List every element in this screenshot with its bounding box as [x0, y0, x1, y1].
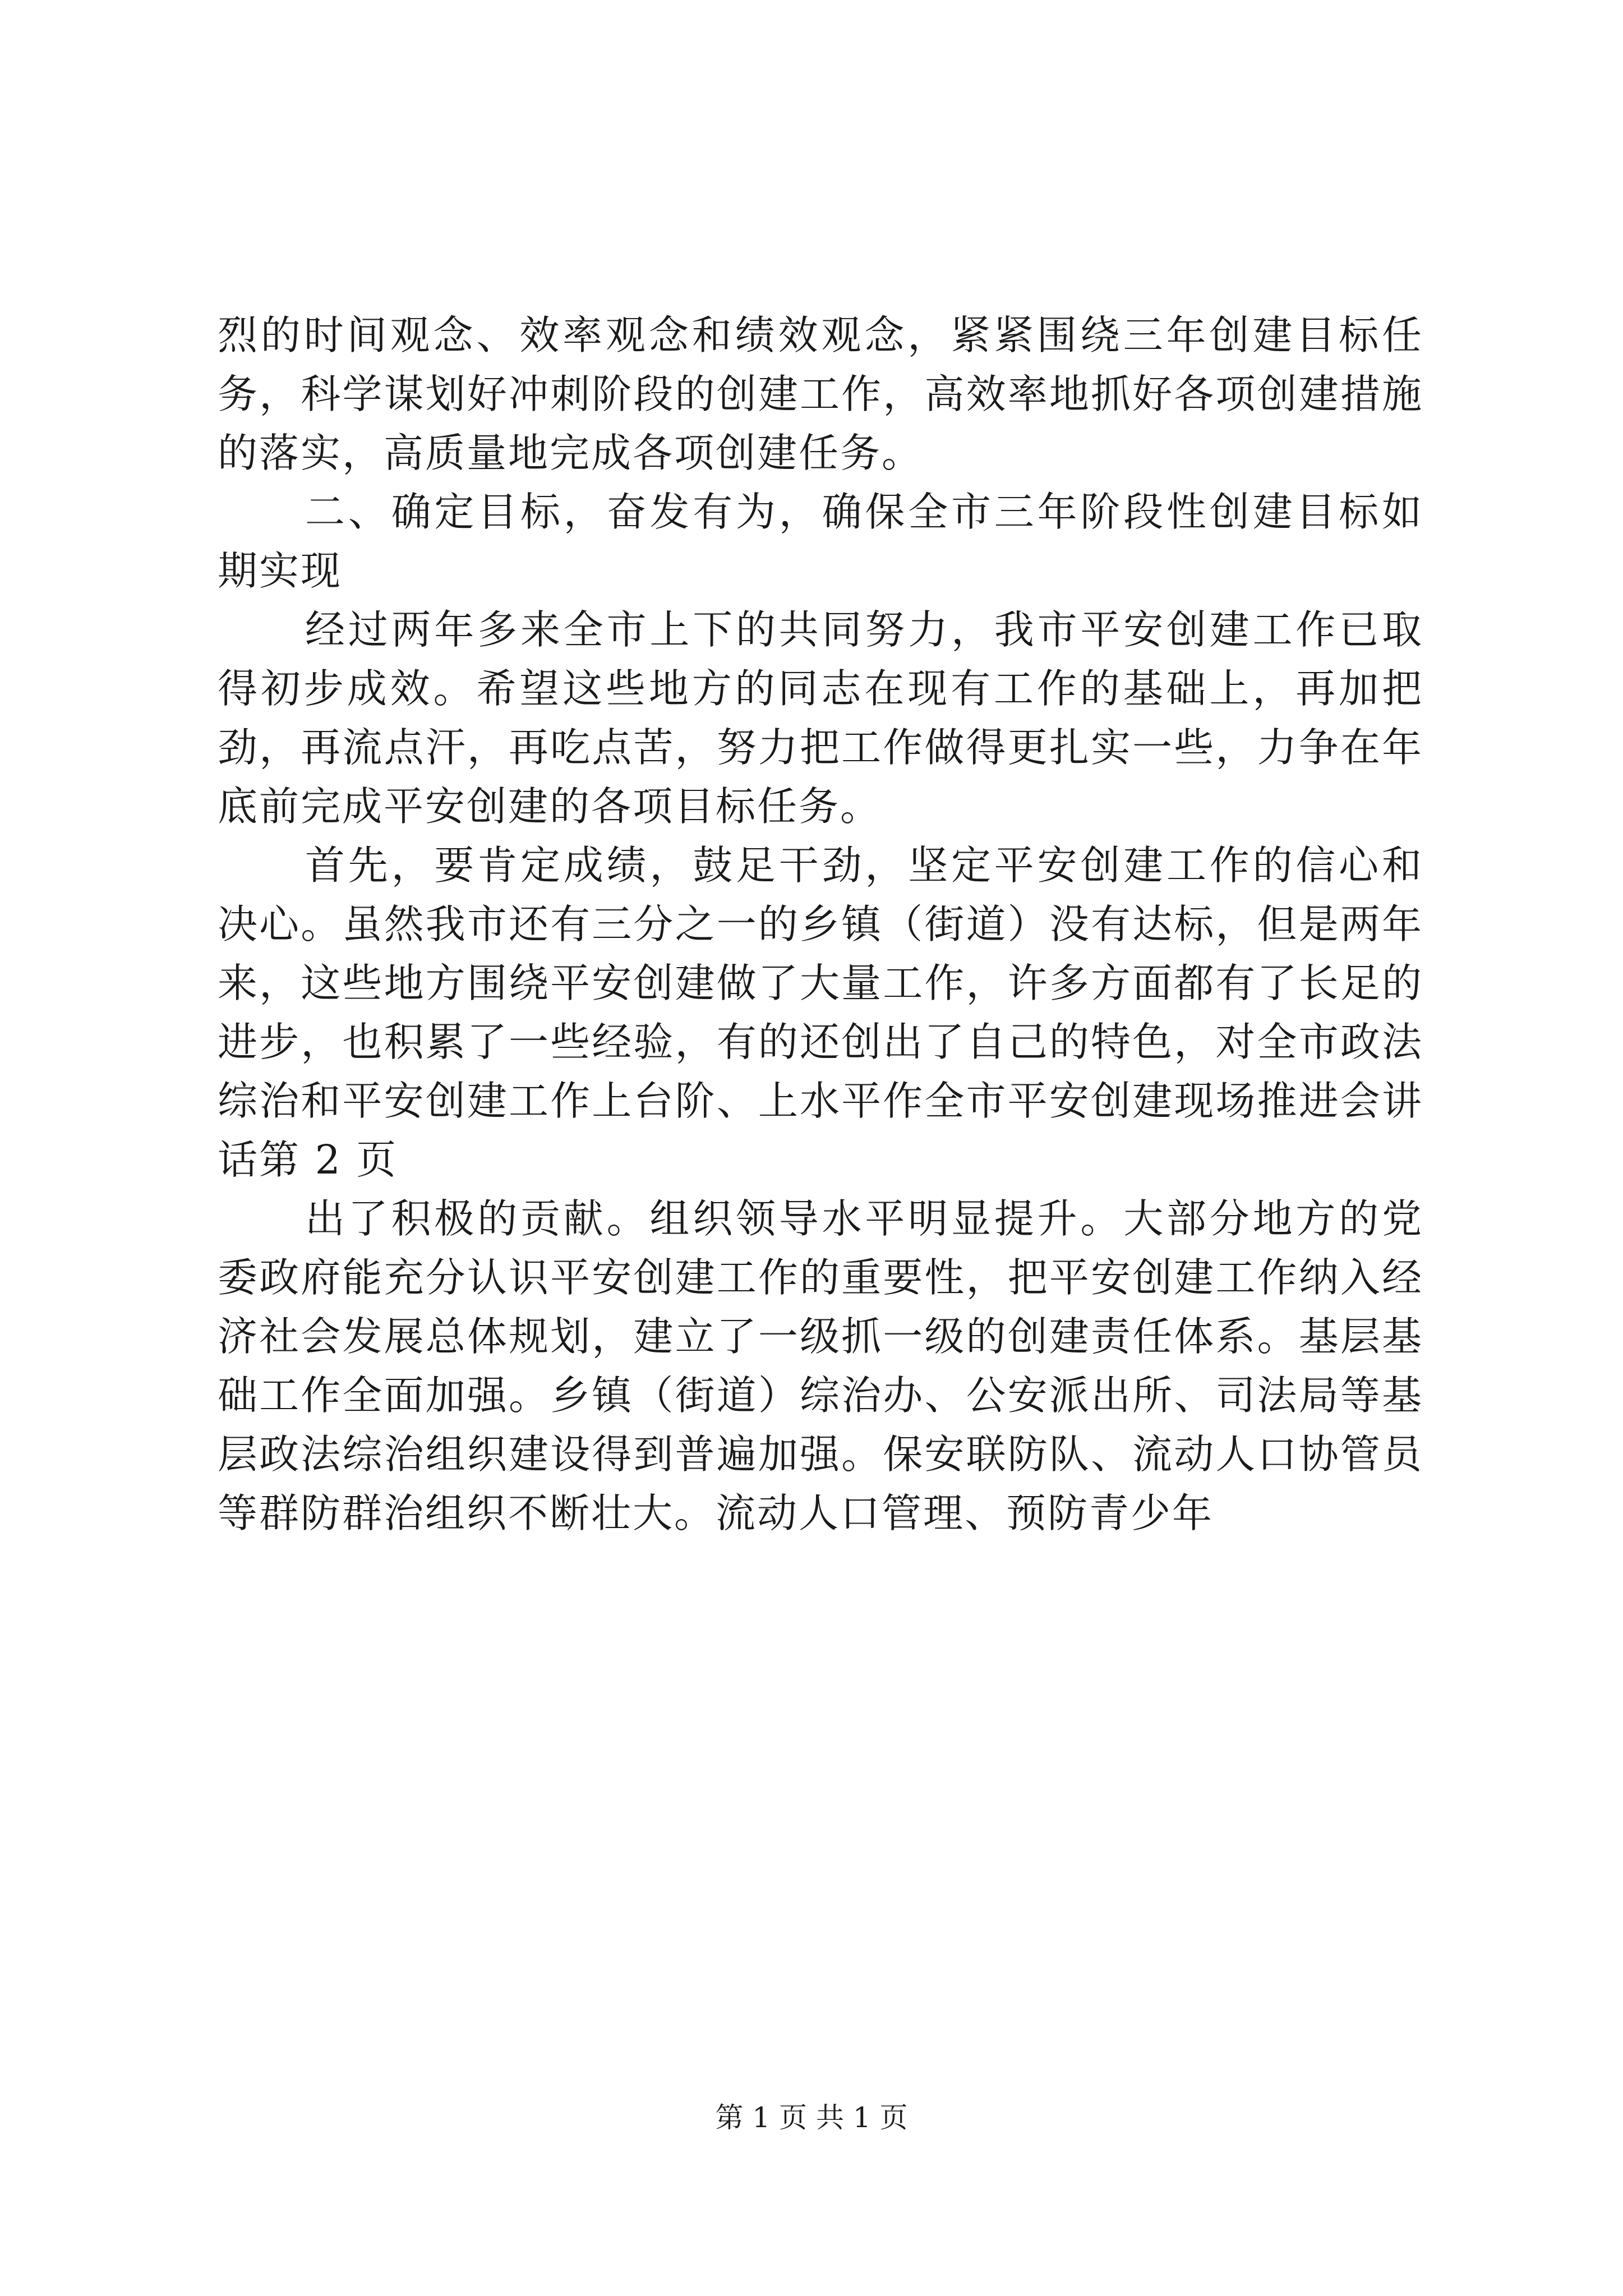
paragraph-contributions: 出了积极的贡献。组织领导水平明显提升。大部分地方的党委政府能充分认识平安创建工作的重要性，把平安创建工作纳入经济社会发展总体规划，建立了一级抓一级的创建责任体系。基层基础工作全面加强。乡镇（街道）综治办、公安派出所、司法局等基层政法综治组织建设得到普遍加强。保安联防队、流动人口协管员等群防群治组织不断壮大。流动人口管理、预防青少年 [218, 1195, 1423, 1536]
page-number-footer: 第 1 页 共 1 页 [715, 2101, 908, 2134]
document-body [218, 306, 1423, 1543]
section-heading: 二、确定目标，奋发有为，确保全市三年阶段性创建目标如期实现 [218, 489, 1423, 594]
paragraph-achievements: 首先，要肯定成绩，鼓足干劲，坚定平安创建工作的信心和决心。虽然我市还有三分之一的乡镇（街道）没有达标，但是两年来，这些地方围绕平安创建做了大量工作，许多方面都有了长足的进步，也积累了一些经验，有的还创出了自己的特色，对全市政法综治和平安创建工作上台阶、上水平作全市平安创建现场推进会讲话第 2 页 [218, 842, 1423, 1183]
paragraph-continuation: 烈的时间观念、效率观念和绩效观念，紧紧围绕三年创建目标任务，科学谋划好冲刺阶段的创建工作，高效率地抓好各项创建措施的落实，高质量地完成各项创建任务。 [218, 312, 1423, 476]
paragraph-progress: 经过两年多来全市上下的共同努力，我市平安创建工作已取得初步成效。希望这些地方的同志在现有工作的基础上，再加把劲，再流点汗，再吃点苦，努力把工作做得更扎实一些，力争在年底前完成平安创建的各项目标任务。 [218, 606, 1423, 830]
